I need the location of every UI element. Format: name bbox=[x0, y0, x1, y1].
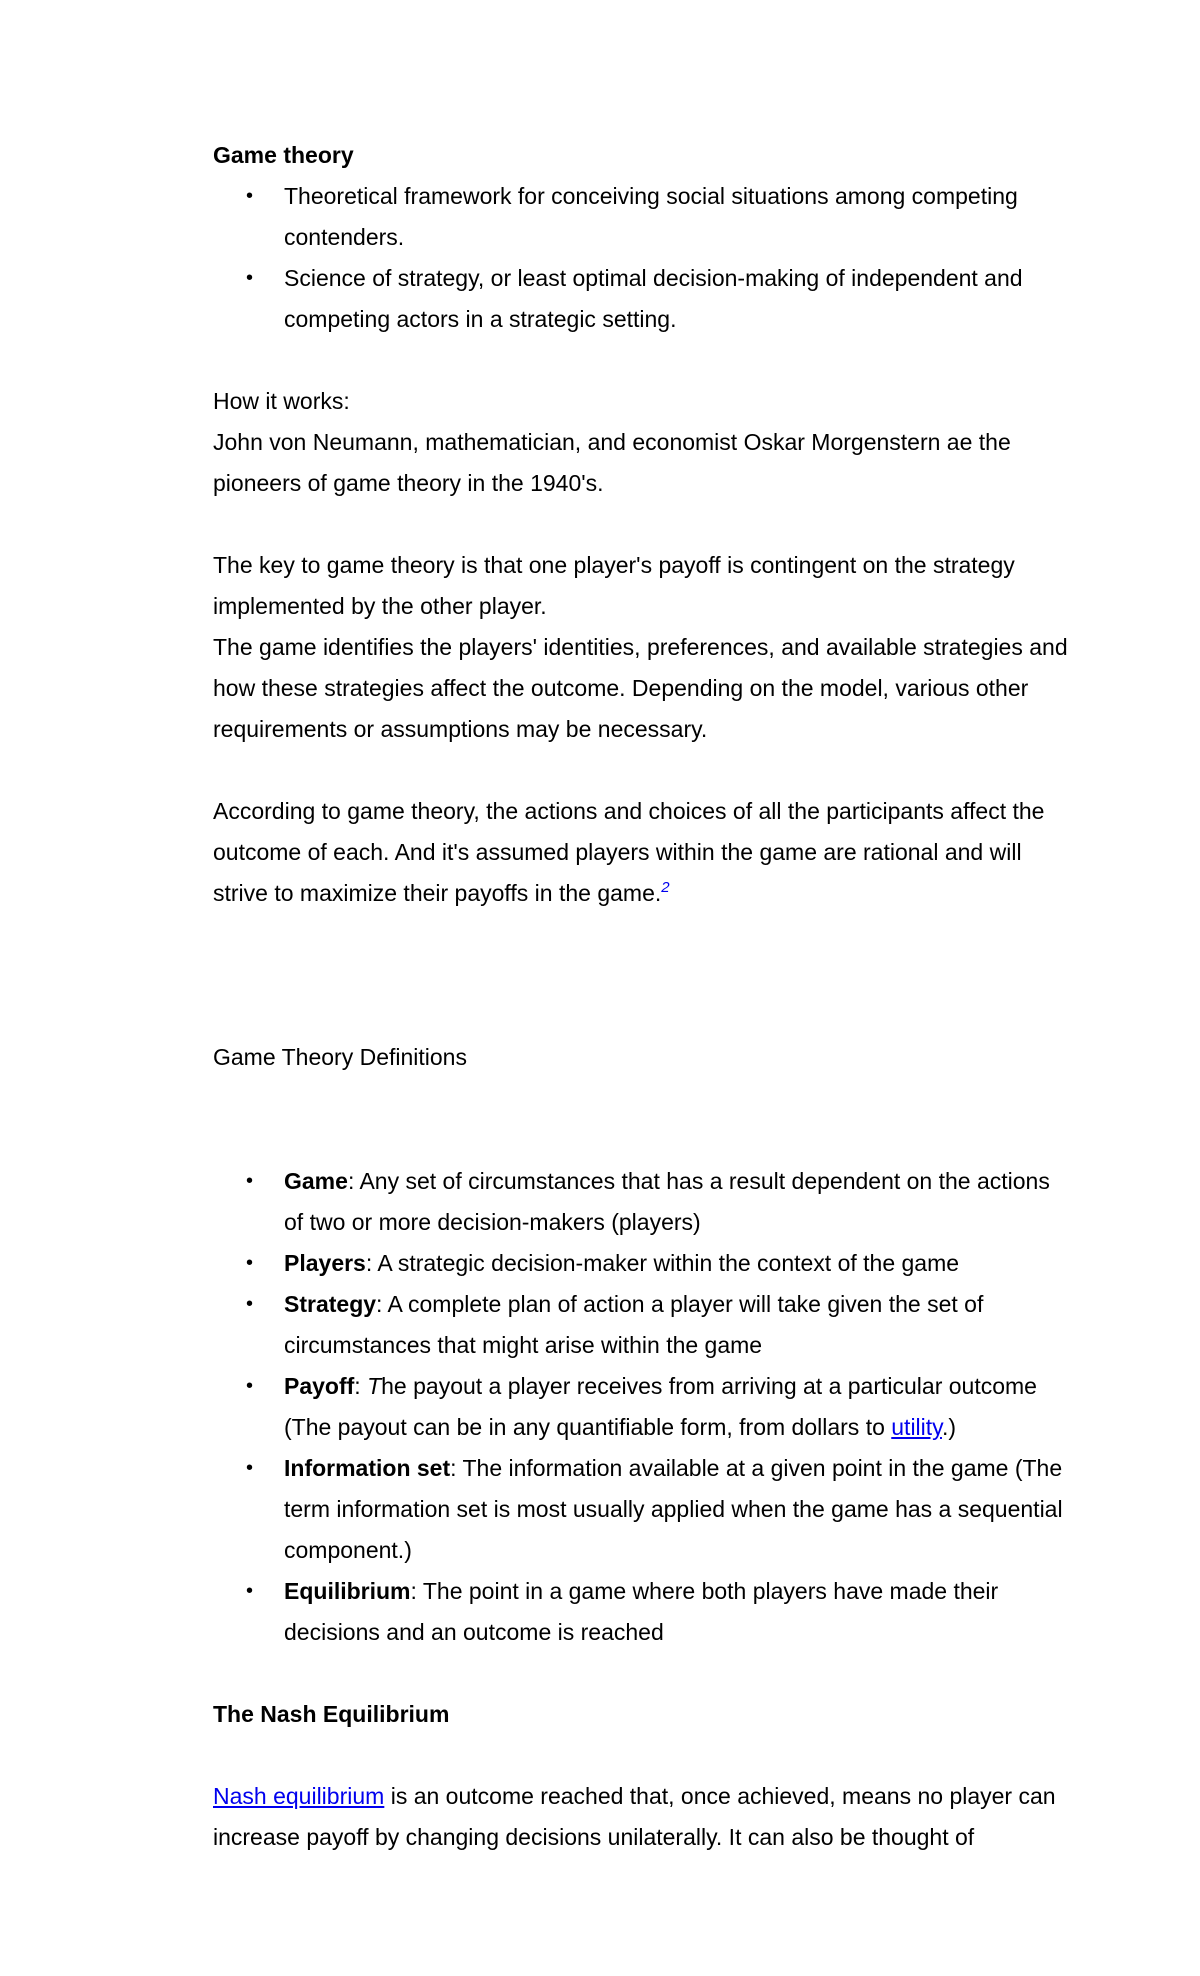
list-item bbox=[213, 176, 1073, 258]
bullet-icon: • bbox=[246, 185, 254, 207]
list-item bbox=[213, 1571, 1073, 1653]
definition-text: : A complete plan of action a player will take given the set of circumstances that might arise within the game bbox=[284, 1291, 984, 1358]
paragraph: John von Neumann, mathematician, and economist Oskar Morgenstern ae the pioneers of game theory in the 1940's. bbox=[213, 429, 1011, 496]
definition-text: : bbox=[354, 1373, 368, 1399]
utility-link[interactable]: utility bbox=[891, 1414, 942, 1440]
list-item bbox=[213, 1161, 1073, 1243]
definitions-heading: Game Theory Definitions bbox=[213, 1044, 467, 1070]
definition-text: : The information available at a given point in the game (The term information set is most usually applied when the game has a sequential component.) bbox=[284, 1455, 1063, 1563]
definition-term: Equilibrium bbox=[284, 1578, 411, 1604]
definition-term: Game bbox=[284, 1168, 348, 1194]
paragraph bbox=[213, 1776, 1073, 1858]
definition-text: : The point in a game where both players have made their decisions and an outcome is reached bbox=[284, 1578, 999, 1645]
bullet-icon: • bbox=[246, 267, 254, 289]
bullet-icon: • bbox=[246, 1293, 254, 1315]
nash-equilibrium-link[interactable]: Nash equilibrium bbox=[213, 1783, 385, 1809]
definition-text: : Any set of circumstances that has a result dependent on the actions of two or more decision-makers (players) bbox=[284, 1168, 1050, 1235]
definition-text: T bbox=[367, 1373, 382, 1399]
definition-term: Players bbox=[284, 1250, 366, 1276]
section-title: Game theory bbox=[213, 142, 354, 168]
paragraph-text: According to game theory, the actions and choices of all the participants affect the outcome of each. And it's assumed players within the game are rational and will strive to maximize their payoffs in the game. bbox=[213, 798, 1045, 906]
list-item bbox=[213, 1448, 1073, 1571]
paragraph bbox=[213, 791, 1073, 914]
list-item bbox=[213, 258, 1073, 340]
document-page bbox=[213, 135, 1073, 1858]
bullet-text: Theoretical framework for conceiving social situations among competing contenders. bbox=[284, 183, 1018, 250]
list-item bbox=[213, 1243, 1073, 1284]
paragraph-text: is an outcome reached that, once achieved, means no player can increase payoff by changing decisions unilaterally. It can also be thought of bbox=[213, 1783, 1056, 1850]
bullet-icon: • bbox=[246, 1375, 254, 1397]
paragraph: The key to game theory is that one player's payoff is contingent on the strategy implemented by the other player. bbox=[213, 552, 1015, 619]
intro-bullet-list bbox=[213, 176, 1073, 340]
bullet-icon: • bbox=[246, 1252, 254, 1274]
definition-term: Payoff bbox=[284, 1373, 355, 1399]
bullet-text: Science of strategy, or least optimal decision-making of independent and competing actors in a strategic setting. bbox=[284, 265, 1023, 332]
list-item bbox=[213, 1284, 1073, 1366]
nash-heading: The Nash Equilibrium bbox=[213, 1701, 450, 1727]
definition-term: Strategy bbox=[284, 1291, 377, 1317]
definition-text: he payout a player receives from arriving at a particular outcome (The payout can be in any quantifiable form, from dollars to bbox=[284, 1373, 1037, 1440]
bullet-icon: • bbox=[246, 1580, 254, 1602]
paragraph: The game identifies the players' identities, preferences, and available strategies and how these strategies affect the outcome. Depending on the model, various other requirements or assumptions may be necessary. bbox=[213, 634, 1068, 742]
list-item bbox=[213, 1366, 1073, 1448]
how-it-works-heading: How it works: bbox=[213, 388, 350, 414]
definition-term: Information set bbox=[284, 1455, 451, 1481]
bullet-icon: • bbox=[246, 1457, 254, 1479]
definitions-list bbox=[213, 1161, 1073, 1653]
definition-text: .) bbox=[941, 1414, 957, 1440]
bullet-icon: • bbox=[246, 1170, 254, 1192]
definition-text: : A strategic decision-maker within the context of the game bbox=[365, 1250, 960, 1276]
footnote-ref-link[interactable]: 2 bbox=[661, 879, 670, 896]
